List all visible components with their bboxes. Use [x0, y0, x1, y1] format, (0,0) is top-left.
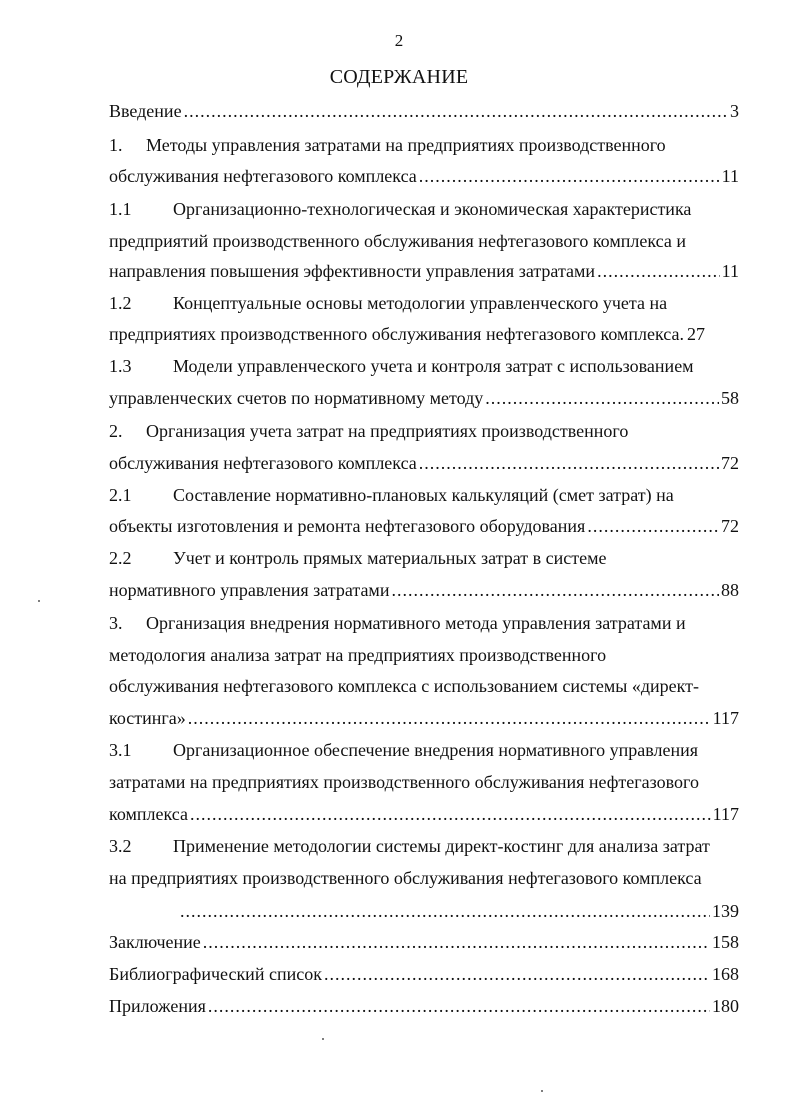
toc-section-number: 3. — [109, 613, 123, 633]
toc-entry-intro — [109, 98, 739, 124]
toc-entry-title: Организация внедрения нормативного метода управления затратами и — [146, 613, 686, 633]
toc-page-number: 72 — [721, 453, 739, 473]
toc-entry-1-1-line3 — [109, 258, 739, 284]
scan-speck — [541, 1090, 543, 1092]
toc-entry-1-2-line2 — [109, 321, 739, 347]
toc-entry-title: Заключение — [109, 932, 201, 952]
toc-section-number: 1.3 — [109, 356, 132, 376]
toc-entry-3-2-line2: на предприятиях производственного обслуживания нефтегазового комплекса — [109, 868, 702, 888]
toc-entry-3-1-line1 — [109, 737, 739, 763]
toc-entry-title-cont: комплекса — [109, 804, 188, 824]
toc-entry-1-line2 — [109, 163, 739, 189]
toc-entry-3-1-line2: затратами на предприятиях производственного обслуживания нефтегазового — [109, 772, 699, 792]
toc-entry-3-2-line1 — [109, 833, 739, 859]
toc-section-number: 1.1 — [109, 199, 132, 219]
leader-dots — [419, 450, 719, 476]
leader-dots — [203, 929, 710, 955]
toc-entry-title-cont: управленческих счетов по нормативному методу — [109, 388, 484, 408]
toc-page-number: 72 — [721, 516, 739, 536]
toc-page-number: 139 — [712, 901, 739, 921]
toc-entry-3-2-line3 — [180, 898, 739, 924]
toc-entry-title: Применение методологии системы директ-костинг для анализа затрат — [173, 836, 710, 856]
toc-entry-title: Составление нормативно-плановых калькуляций (смет затрат) на — [173, 485, 674, 505]
toc-entry-2-1-line2 — [109, 513, 739, 539]
toc-page-number: 117 — [712, 804, 739, 824]
toc-entry-3-line4 — [109, 705, 739, 731]
leader-dots — [419, 163, 720, 189]
toc-entry-title: Библиографический список — [109, 964, 322, 984]
leader-dots — [208, 993, 710, 1019]
toc-section-number: 2. — [109, 421, 123, 441]
toc-entry-title: Учет и контроль прямых материальных затрат в системе — [173, 548, 607, 568]
toc-page-number: 158 — [712, 932, 739, 952]
toc-entry-2-line2 — [109, 450, 739, 476]
toc-entry-title: Организационно-технологическая и экономическая характеристика — [173, 199, 692, 219]
toc-entry-2-1-line1 — [109, 482, 739, 508]
toc-entry-2-2-line1 — [109, 545, 739, 571]
toc-entry-3-line1 — [109, 610, 739, 636]
toc-page-number: 11 — [721, 261, 739, 281]
toc-entry-title-cont: объекты изготовления и ремонта нефтегазового оборудования — [109, 516, 586, 536]
toc-entry-title: Организация учета затрат на предприятиях производственного — [146, 421, 629, 441]
toc-entry-title: Методы управления затратами на предприятиях производственного — [146, 135, 666, 155]
toc-section-number: 3.2 — [109, 836, 132, 856]
toc-entry-title-cont: направления повышения эффективности управления затратами — [109, 261, 596, 281]
toc-entry-2-line1 — [109, 418, 739, 444]
toc-entry-title-cont: нормативного управления затратами — [109, 580, 390, 600]
leader-dots — [180, 898, 710, 924]
toc-entry-3-1-line3 — [109, 801, 739, 827]
page-number: 2 — [394, 31, 404, 50]
leader-dots — [188, 705, 711, 731]
toc-page-number: 180 — [712, 996, 739, 1016]
leader-dots — [587, 513, 719, 539]
toc-entry-bibliography — [109, 961, 739, 987]
page-title: СОДЕРЖАНИЕ — [329, 66, 469, 88]
toc-entry-1-3-line1 — [109, 353, 739, 379]
toc-page-number: 27 — [686, 324, 705, 344]
toc-section-number: 2.1 — [109, 485, 132, 505]
toc-entry-title: Приложения — [109, 996, 206, 1016]
toc-section-number: 3.1 — [109, 740, 132, 760]
toc-entry-1-line1 — [109, 132, 739, 158]
toc-entry-conclusion — [109, 929, 739, 955]
leader-dots — [485, 385, 719, 411]
toc-entry-title: Организационное обеспечение внедрения нормативного управления — [173, 740, 698, 760]
toc-entry-2-2-line2 — [109, 577, 739, 603]
toc-entry-1-2-line1 — [109, 290, 739, 316]
toc-entry-title: Модели управленческого учета и контроля затрат с использованием — [173, 356, 694, 376]
toc-entry-title: Концептуальные основы методологии управленческого учета на — [173, 293, 668, 313]
toc-page-number: 58 — [721, 388, 739, 408]
toc-entry-appendices — [109, 993, 739, 1019]
toc-entry-title-cont: предприятиях производственного обслуживания нефтегазового комплекса. — [109, 324, 684, 344]
scan-speck — [322, 1038, 324, 1040]
toc-entry-3-line2: методология анализа затрат на предприятиях производственного — [109, 645, 607, 665]
toc-page-number: 3 — [730, 101, 739, 121]
toc-page-number: 11 — [721, 166, 739, 186]
leader-dots — [391, 577, 719, 603]
scan-speck — [38, 600, 40, 602]
toc-entry-1-1-line2: предприятий производственного обслуживания нефтегазового комплекса и — [109, 231, 686, 251]
toc-entry-1-3-line2 — [109, 385, 739, 411]
toc-section-number: 1.2 — [109, 293, 132, 313]
toc-entry-title-cont: костинга» — [109, 708, 186, 728]
toc-entry-3-line3: обслуживания нефтегазового комплекса с использованием системы «директ- — [109, 676, 699, 696]
leader-dots — [184, 98, 728, 124]
toc-entry-1-1-line1 — [109, 196, 739, 222]
toc-page-number: 168 — [712, 964, 739, 984]
toc-section-number: 1. — [109, 135, 123, 155]
toc-entry-title-cont: обслуживания нефтегазового комплекса — [109, 453, 417, 473]
toc-section-number: 2.2 — [109, 548, 132, 568]
toc-page-number: 88 — [721, 580, 739, 600]
toc-entry-title: Введение — [109, 101, 182, 121]
leader-dots — [190, 801, 711, 827]
toc-page-number: 117 — [712, 708, 739, 728]
toc-entry-title-cont: обслуживания нефтегазового комплекса — [109, 166, 417, 186]
leader-dots — [324, 961, 710, 987]
leader-dots — [597, 258, 720, 284]
